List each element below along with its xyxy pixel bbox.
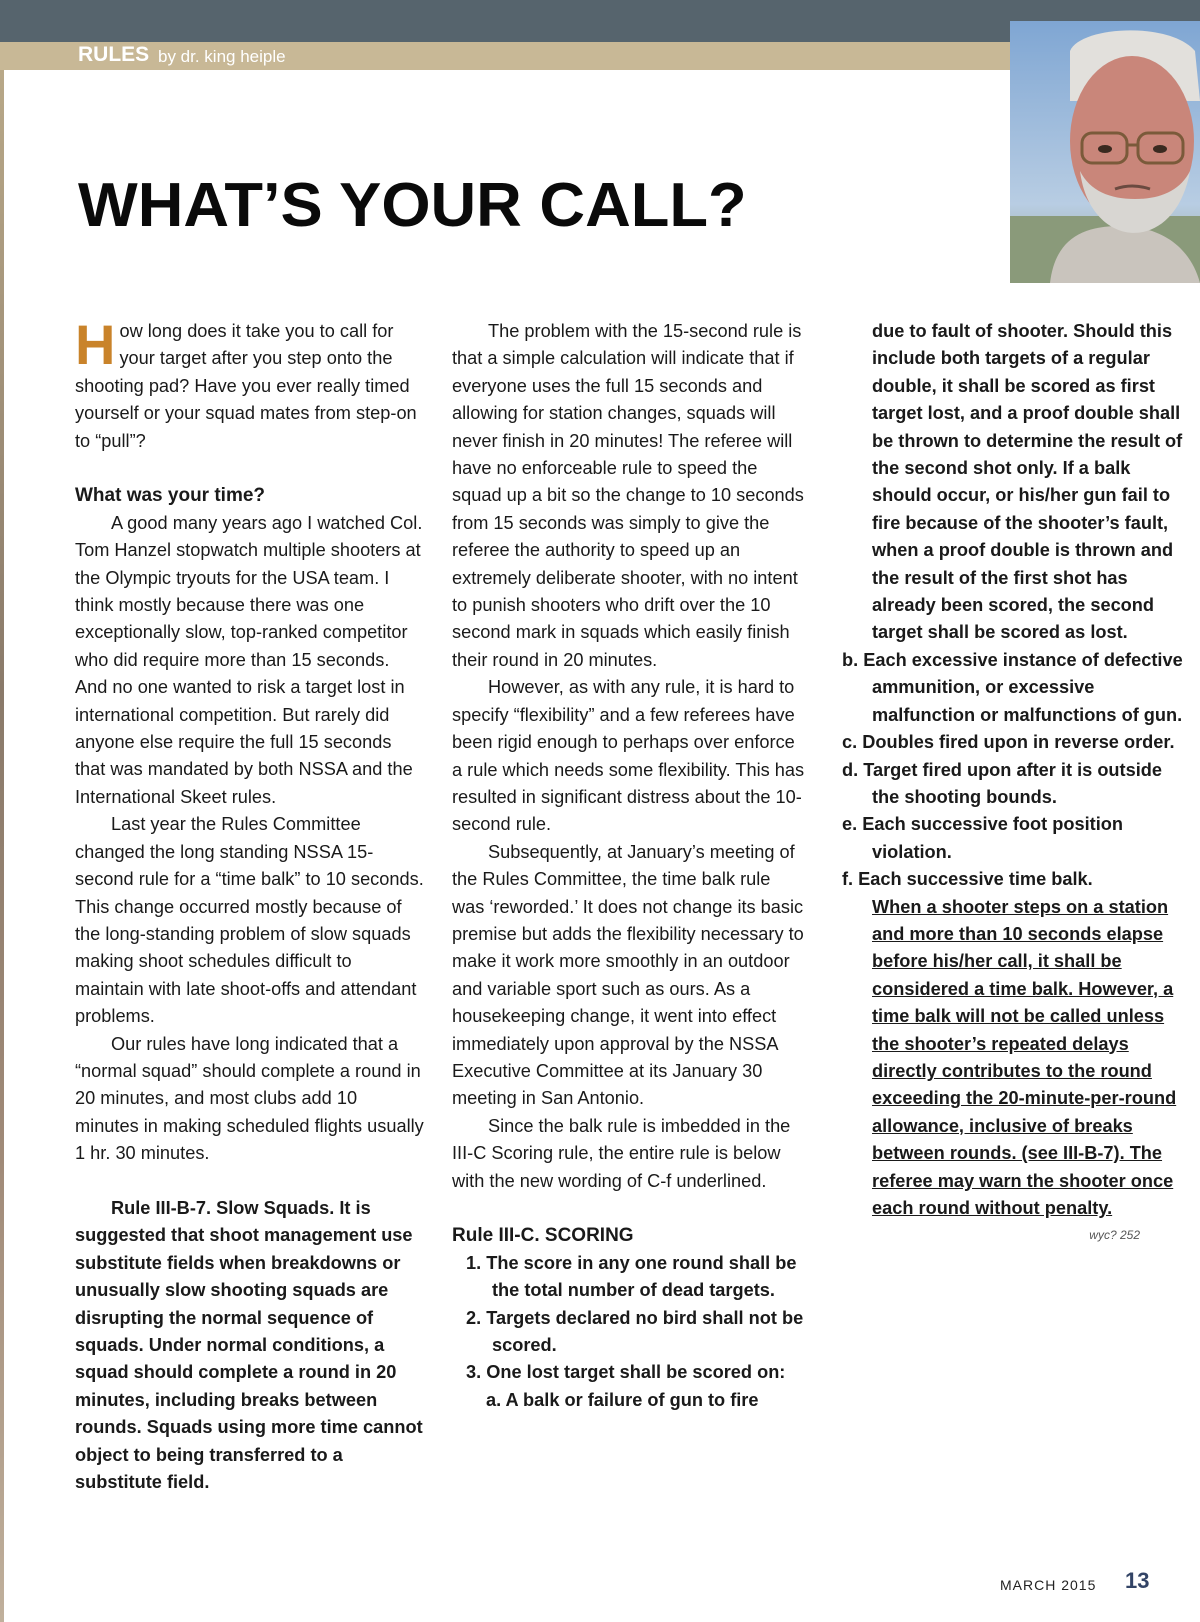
intro-text: ow long does it take you to call for your target after you step onto the shooting pad? Have you ever really timed yourself or your squad mates from step-on to “pull”? (75, 321, 417, 451)
paragraph: Our rules have long indicated that a “normal squad” should complete a round in 20 minutes, and most clubs add 10 minutes in making scheduled flights usually 1 hr. 30 minutes. (75, 1033, 424, 1164)
list-item: a. A balk or failure of gun to fire (486, 1389, 759, 1410)
drop-cap: H (75, 313, 116, 376)
page-number: 13 (1125, 1568, 1150, 1593)
author-photo (1010, 21, 1200, 283)
section-bar (0, 42, 1010, 70)
intro-paragraph (75, 313, 425, 455)
paragraph: Subsequently, at January’s meeting of the Rules Committee, the time balk rule was ‘reworded.’ It does not change its basic premise but adds the flexibility necessary to make it work more smoothly in an outdoor and variable sport such as ours. As a housekeeping change, it went into effect immediately upon approval by the NSSA Executive Committee at its January 30 meeting in San Antonio. (452, 841, 804, 1109)
list-item: 2. Targets declared no bird shall not be scored. (466, 1307, 804, 1356)
issue-date: MARCH 2015 (1000, 1577, 1097, 1593)
page-edge (0, 70, 4, 1622)
list-item: 3. One lost target shall be scored on: (466, 1362, 786, 1383)
subhead-time: What was your time? (75, 485, 266, 507)
column-3 (842, 318, 1192, 1250)
list-item-continued: due to fault of shooter. Should this include both targets of a regular double, it shall be scored as first target lost, and a proof double shall be thrown to determine the result of the second shot only. If a balk should occur, or his/her gun fail to fire because of the shooter’s fault, when a proof double is thrown and the result of the first shot has already been scored, the second target shall be scored as lost. (872, 321, 1183, 643)
list-item: d. Target fired upon after it is outside the shooting bounds. (842, 759, 1162, 807)
underlined-rule-text: When a shooter steps on a station and more than 10 seconds elapse before his/her call, it shall be considered a time balk. However, a time balk will not be called unless the shooter’s repeated delays directly contributes to the round exceeding the 20-minute-per-round allowance, inclusive of breaks between rounds. (see III-B-7). The referee may warn the shooter once each round without penalty. (872, 896, 1177, 1218)
end-code: wyc? 252 (1089, 1228, 1140, 1243)
paragraph: The problem with the 15-second rule is that a simple calculation will indicate that if everyone uses the full 15 seconds and allowing for station changes, squads will never finish in 20 minutes! The referee will have no enforceable rule to speed the squad up a bit so the change to 10 seconds from 15 seconds was simply to give the referee the authority to speed up an extremely deliberate shooter, with no intent to punish shooters who drift over the 10 second mark in squads which easily finish their round in 20 minutes. (452, 321, 804, 670)
list-item: 1. The score in any one round shall be the total number of dead targets. (466, 1252, 797, 1301)
list-item: b. Each excessive instance of defective ammunition, or excessive malfunction or malfunctions of gun. (842, 649, 1183, 725)
paragraph: However, as with any rule, it is hard to specify “flexibility” and a few referees have been rigid enough to perhaps over enforce a rule which needs some flexibility. This has resulted in significant distress about the 10-second rule. (452, 677, 805, 835)
author-byline: by dr. king heiple (158, 47, 286, 66)
list-item: c. Doubles fired upon in reverse order. (842, 732, 1175, 753)
list-item: f. Each successive time balk. (842, 869, 1093, 890)
paragraph: Since the balk rule is imbedded in the III-C Scoring rule, the entire rule is below with the new wording of C-f underlined. (452, 1115, 791, 1191)
subhead-scoring: Rule III-C. SCORING (452, 1225, 634, 1247)
paragraph: Last year the Rules Committee changed the long standing NSSA 15-second rule for a “time balk” to 10 seconds. This change occurred mostly because of the long-standing problem of slow squads making shoot schedules difficult to maintain with late shoot-offs and attendant problems. (75, 814, 424, 1027)
rule-iii-b-7: Rule III-B-7. Slow Squads. It is suggested that shoot management use substitute fields when breakdowns or unusually slow shooting squads are disrupting the normal sequence of squads. Under normal conditions, a squad should complete a round in 20 minutes, including breaks between rounds. Squads using more time cannot object to being transferred to a substitute field. (75, 1197, 423, 1493)
column-2 (452, 318, 807, 1414)
column-1 (75, 313, 425, 1496)
paragraph: A good many years ago I watched Col. Tom Hanzel stopwatch multiple shooters at the Olympic tryouts for the USA team. I think mostly because there was one exceptionally slow, top-ranked competitor who did require more than 15 seconds. And no one wanted to risk a target lost in international competition. But rarely did anyone else require the full 15 seconds that was mandated by both NSSA and the International Skeet rules. (75, 512, 423, 807)
list-item: e. Each successive foot position violation. (842, 814, 1123, 862)
section-kicker: RULES (78, 43, 150, 66)
article-title: WHAT’S YOUR CALL? (78, 171, 747, 240)
